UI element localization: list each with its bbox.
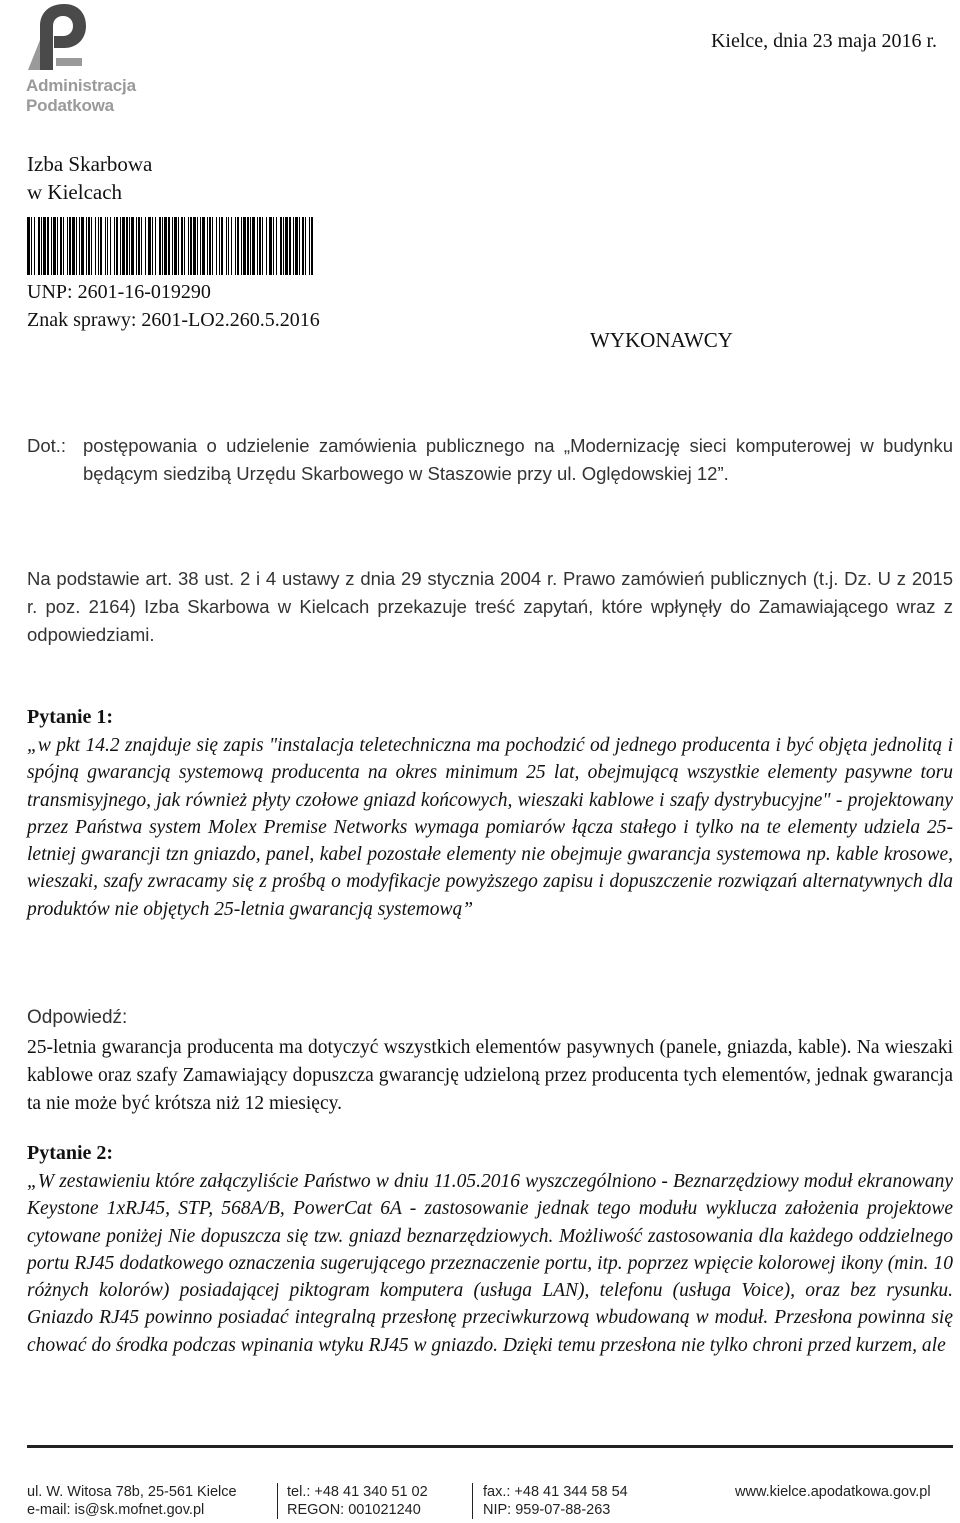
barcode-bar [257, 217, 258, 275]
barcode-bar [235, 217, 236, 275]
barcode-bar [178, 217, 179, 275]
barcode-bar [67, 217, 68, 275]
footer-separator [472, 1483, 473, 1519]
barcode-bar [31, 217, 32, 275]
barcode-bar [221, 217, 223, 275]
barcode-bar [152, 217, 153, 275]
barcode-bar [209, 217, 211, 275]
footer-fax-column [483, 1483, 628, 1519]
intro-paragraph: Na podstawie art. 38 ust. 2 i 4 ustawy z dnia 29 stycznia 2004 r. Prawo zamówień publicznych (t.j. Dz. U z 2015 r. poz. 2164) Izba Skarbowa w Kielcach przekazuje treść zapytań, które wpłynęły do Zamawiającego wraz z odpowiedziami. [27, 568, 953, 645]
barcode-bar [259, 217, 261, 275]
document-date: Kielce, dnia 23 maja 2016 r. [710, 30, 937, 52]
barcode-bar [309, 217, 310, 275]
barcode-bar [110, 217, 111, 275]
barcode-bar [262, 217, 263, 275]
barcode-bar [305, 217, 306, 275]
barcode-bar [145, 217, 146, 275]
barcode-bar [41, 217, 42, 275]
barcode-bar [43, 217, 46, 275]
barcode-bar [126, 217, 128, 275]
barcode [27, 217, 314, 275]
barcode-bar [188, 217, 189, 275]
barcode-bar [155, 217, 156, 275]
footer [27, 1483, 953, 1523]
barcode-bar [193, 217, 196, 275]
barcode-bar [241, 217, 242, 275]
barcode-bar [164, 217, 167, 275]
footer-phone-column [287, 1483, 428, 1519]
barcode-bar [174, 217, 177, 275]
barcode-bar [216, 217, 217, 275]
barcode-bar [53, 217, 56, 275]
question-1-heading: Pytanie 1: [27, 706, 114, 728]
barcode-bar [311, 217, 313, 275]
subject-label: Dot.: [27, 435, 67, 456]
barcode-bar [197, 217, 198, 275]
barcode-bar [162, 217, 163, 275]
barcode-bar [34, 217, 35, 275]
barcode-bar [131, 217, 134, 275]
answer-1-label: Odpowiedź: [27, 1007, 128, 1028]
barcode-bar [120, 217, 121, 275]
question-2-text: „W zestawieniu które załączyliście Państwo w dniu 11.05.2016 wyszczególniono - Beznarzędziowy moduł ekranowany Keystone 1xRJ45, STP, 568A/B, PowerCat 6A - zastosowanie jednak tego modułu wyklucza założenia projektowe cytowane poniżej Nie dopuszcza się tzw. gniazd beznarzędziowych. Możliwość zastosowania dla każdego oddzielnego portu RJ45 dodatkowego oznaczenia sugerującego przeznaczenie portu, itp. poprzez wpięcie kolorowej ikony (min. 10 różnych kolorów) posiadającej piktogram komputera (usługa LAN), telefonu (usługa Voice), oraz bez rysunku. Gniazdo RJ45 powinno posiadać integralną przesłonę przeciwkurzową wbudowaną w moduł. Przesłona powinna się chować do środka podczas wpinania wtyku RJ45 w gniazdo. Dzięki temu przesłona nie tylko chroni przed kurzem, ale [27, 1171, 953, 1356]
barcode-bar [226, 217, 227, 275]
barcode-bar [107, 217, 108, 275]
barcode-bar [200, 217, 201, 275]
barcode-bar [86, 217, 87, 275]
barcode-bar [168, 217, 170, 275]
case-identifiers [27, 278, 320, 334]
barcode-bar [98, 217, 99, 275]
barcode-bar [38, 217, 40, 275]
barcode-bar [280, 217, 282, 275]
barcode-bar [293, 217, 294, 275]
barcode-bar [181, 217, 183, 275]
barcode-bar [79, 217, 80, 275]
barcode-bar [212, 217, 213, 275]
barcode-bar [219, 217, 220, 275]
barcode-bar [207, 217, 208, 275]
barcode-bar [231, 217, 232, 275]
barcode-bar [141, 217, 142, 275]
barcode-bar [91, 217, 92, 275]
barcode-bar [51, 217, 52, 275]
barcode-bar [289, 217, 291, 275]
administracja-podatkowa-logo [24, 0, 164, 118]
barcode-bar [136, 217, 137, 275]
barcode-bar [95, 217, 96, 275]
barcode-bar [252, 217, 255, 275]
barcode-bar [114, 217, 115, 275]
unp-number: UNP: 2601-16-019290 [27, 281, 211, 303]
barcode-bar [190, 217, 192, 275]
footer-regon: REGON: 001021240 [287, 1502, 421, 1518]
footer-divider [27, 1445, 953, 1448]
barcode-bar [276, 217, 277, 275]
barcode-bar [60, 217, 62, 275]
answer-1-text: 25-letnia gwarancja producenta ma dotyczyć wszystkich elementów pasywnych (panele, gniazda, kable). Na wieszaki kablowe oraz szafy Zamawiający dopuszcza gwarancję udzieloną przez producenta tych elementów, jednak gwarancja ta nie może być krótsza niż 12 miesięcy. [27, 1037, 953, 1114]
logo-text-line2: Podatkowa [26, 96, 114, 115]
footer-website[interactable]: www.kielce.apodatkowa.gov.pl [735, 1484, 931, 1500]
barcode-bar [202, 217, 205, 275]
barcode-bar [57, 217, 58, 275]
issuing-office [27, 150, 152, 206]
barcode-bar [247, 217, 249, 275]
subject-text: postępowania o udzielenie zamówienia publicznego na „Modernizację sieci komputerowej w budynku będącym siedzibą Urzędu Skarbowego w Staszowie przy ul. Oględowskiej 12”. [83, 435, 953, 484]
barcode-bar [76, 217, 77, 275]
barcode-bar [47, 217, 49, 275]
barcode-bar [295, 217, 298, 275]
footer-nip: NIP: 959-07-88-263 [483, 1502, 611, 1518]
logo-mark-icon [26, 0, 90, 76]
barcode-bar [105, 217, 106, 275]
barcode-bar [159, 217, 161, 275]
barcode-bar [184, 217, 185, 275]
footer-separator [277, 1483, 278, 1519]
case-number: Znak sprawy: 2601-LO2.260.5.2016 [27, 309, 320, 331]
barcode-bar [138, 217, 140, 275]
barcode-bar [122, 217, 125, 275]
office-name: Izba Skarbowa [27, 152, 153, 176]
barcode-bar [72, 217, 75, 275]
barcode-bar [172, 217, 173, 275]
office-city: w Kielcach [27, 180, 123, 204]
barcode-bar [243, 217, 246, 275]
barcode-bar [148, 217, 151, 275]
footer-address-column [27, 1483, 237, 1519]
footer-fax: fax.: +48 41 344 58 54 [483, 1484, 628, 1500]
barcode-bar [299, 217, 300, 275]
barcode-bar [283, 217, 284, 275]
barcode-bar [250, 217, 251, 275]
footer-telephone: tel.: +48 41 340 51 02 [287, 1484, 428, 1500]
barcode-bar [69, 217, 71, 275]
footer-email[interactable]: e-mail: is@sk.mofnet.gov.pl [27, 1502, 205, 1518]
barcode-bar [302, 217, 304, 275]
barcode-bar [273, 217, 274, 275]
barcode-bar [100, 217, 102, 275]
barcode-bar [129, 217, 130, 275]
barcode-bar [27, 217, 30, 275]
barcode-bar [81, 217, 84, 275]
barcode-bar [228, 217, 229, 275]
barcode-bar [88, 217, 90, 275]
footer-address: ul. W. Witosa 78b, 25-561 Kielce [27, 1484, 237, 1500]
barcode-bar [116, 217, 118, 275]
barcode-bar [266, 217, 267, 275]
barcode-bar [63, 217, 64, 275]
footer-website-column [735, 1483, 931, 1501]
question-1-text: „w pkt 14.2 znajduje się zapis "instalacja teletechniczna ma pochodzić od jednego producenta i być objęta jednolitą i spójną gwarancją systemową producenta na okres minimum 25 lat, obejmującą wszystkie elementy pasywne toru transmisyjnego, jak również płyty czołowe gniazd końcowych, wieszaki kablowe i szafy dystrybucyjne" - projektowany przez Państwa system Molex Premise Networks wymaga pomiarów łącza stałego i tylko na te elementy udziela 25-letniej gwarancji tzn gniazdo, panel, kabel pozostałe elementy nie obejmuje gwarancja systemowa np. kable krosowe, wieszaki, szafy zwracamy się z prośbą o modyfikacje powyższego zapisu i dopuszczenie rozwiązań alternatywnych dla produktów nie objętych 25-letnia gwarancją systemową” [27, 735, 953, 920]
question-2-heading: Pytanie 2: [27, 1142, 114, 1164]
barcode-bar [285, 217, 288, 275]
logo-text-line1: Administracja [26, 76, 136, 95]
barcode-bar [269, 217, 272, 275]
barcode-bar [237, 217, 239, 275]
recipient: WYKONAWCY [590, 328, 733, 352]
